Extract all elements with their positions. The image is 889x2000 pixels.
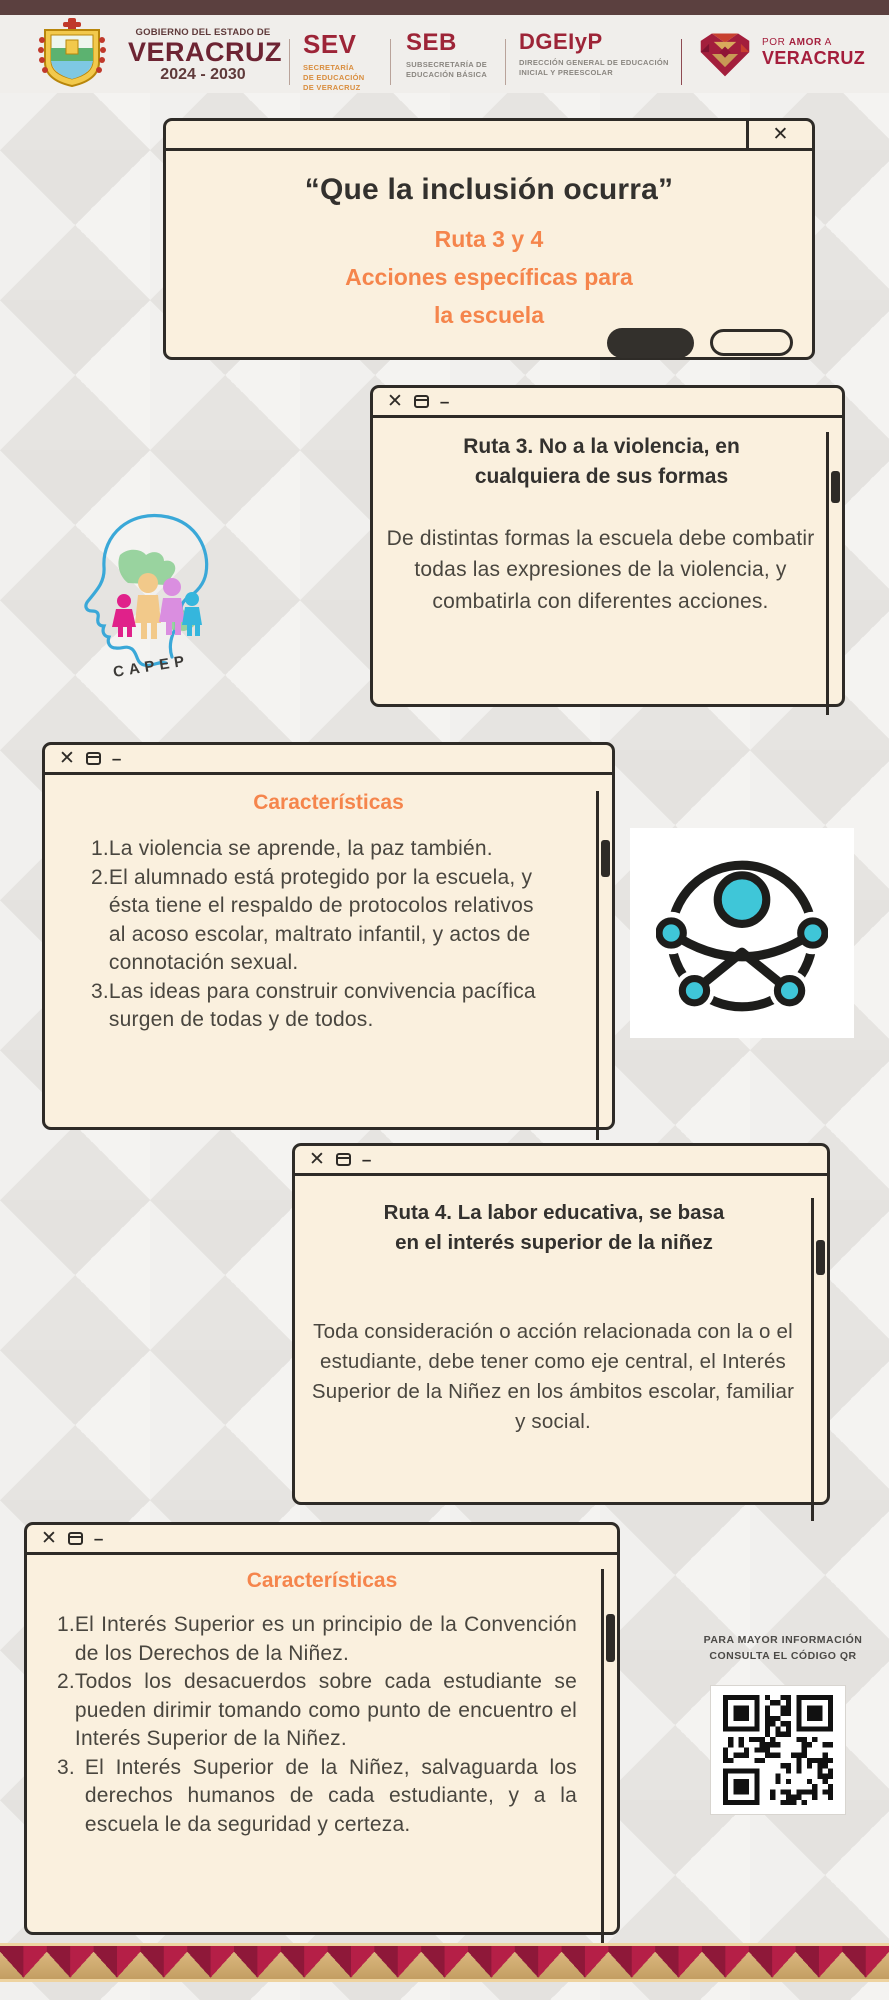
gobierno-line: GOBIERNO DEL ESTADO DE bbox=[135, 27, 271, 38]
dgeiyp-name-line1: DIRECCIÓN GENERAL DE EDUCACIÓN bbox=[519, 58, 669, 67]
accessibility-tile bbox=[630, 828, 854, 1038]
close-button[interactable] bbox=[746, 121, 812, 148]
caracteristicas1-window-body bbox=[45, 791, 612, 1140]
slogan-a: A bbox=[821, 37, 832, 48]
ruta4-window bbox=[292, 1143, 830, 1505]
window-restore-icon[interactable] bbox=[68, 1532, 83, 1545]
ruta3-window-titlebar bbox=[373, 388, 842, 418]
sev-name-line3: DE VERACRUZ bbox=[303, 83, 361, 93]
item-number: 1. bbox=[91, 837, 109, 860]
ruta4-window-body bbox=[295, 1198, 827, 1521]
ruta4-heading-line1: Ruta 4. La labor educativa, se basa bbox=[383, 1201, 725, 1224]
item-text: El Interés Superior de la Niñez, salvaguarda los derechos humanos de cada estudiante, y a la escuela le da seguridad y certeza. bbox=[84, 1755, 577, 1836]
window-restore-icon[interactable] bbox=[414, 395, 429, 408]
gobierno-title-block bbox=[128, 27, 283, 84]
seb-acronym: SEB bbox=[406, 29, 457, 56]
minimize-icon[interactable]: – bbox=[361, 1150, 371, 1169]
slogan-por: POR bbox=[762, 37, 789, 48]
qr-code bbox=[710, 1685, 846, 1815]
page-title: “Que la inclusión ocurra” bbox=[304, 173, 674, 206]
seb-name-line1: SUBSECRETARÍA DE bbox=[406, 60, 488, 69]
dgeiyp-acronym: DGEIyP bbox=[519, 29, 603, 54]
item-text: El Interés Superior es un principio de la Convención de los Derechos de la Niñez. bbox=[74, 1613, 577, 1665]
item-number: 3. bbox=[91, 979, 109, 1003]
list-item bbox=[91, 978, 536, 1035]
item-text: El alumnado está protegido por la escuela, y ésta tiene el respaldo de protocolos relativos al acoso escolar, maltrato infantil, y actos de connotación sexual. bbox=[108, 865, 534, 975]
scrollbar-thumb[interactable] bbox=[816, 1240, 825, 1275]
caracteristicas2-list bbox=[57, 1611, 577, 1839]
por-amor-a-veracruz-heart-icon bbox=[697, 29, 753, 79]
slogan-veracruz: VERACRUZ bbox=[762, 48, 866, 68]
caracteristicas1-window bbox=[42, 742, 615, 1130]
scrollbar-track[interactable] bbox=[811, 1198, 814, 1521]
scrollbar-thumb[interactable] bbox=[831, 471, 840, 503]
ruta3-heading-line2: cualquiera de sus formas bbox=[474, 465, 729, 489]
item-text: Las ideas para construir convivencia pacífica surgen de todas y de todos. bbox=[108, 979, 536, 1032]
main-title-window bbox=[163, 118, 815, 360]
universal-accessibility-icon bbox=[656, 847, 828, 1019]
close-icon: ✕ bbox=[772, 124, 789, 145]
caracteristicas2-heading: Características bbox=[246, 1569, 398, 1592]
ruta4-heading-line2: en el interés superior de la niñez bbox=[395, 1230, 713, 1254]
seb-name-line2: EDUCACIÓN BÁSICA bbox=[406, 70, 488, 80]
header-divider bbox=[681, 39, 682, 85]
qr-label-line2: CONSULTA EL CÓDIGO QR bbox=[709, 1650, 857, 1663]
list-item bbox=[57, 1754, 577, 1840]
dgeiyp-name-line2: INICIAL Y PREESCOLAR bbox=[519, 68, 613, 78]
item-text: La violencia se aprende, la paz también. bbox=[108, 837, 493, 860]
scrollbar-thumb[interactable] bbox=[601, 840, 610, 877]
subtitle-ruta: Ruta 3 y 4 bbox=[434, 226, 544, 252]
minimize-icon[interactable]: – bbox=[111, 749, 121, 768]
header-divider bbox=[289, 39, 290, 85]
list-item bbox=[91, 835, 536, 864]
item-number: 2. bbox=[91, 865, 109, 889]
subtitle-escuela: la escuela bbox=[434, 301, 544, 328]
ruta4-window-titlebar bbox=[295, 1146, 827, 1176]
header-divider bbox=[505, 39, 506, 85]
sev-name-line2: DE EDUCACIÓN bbox=[303, 73, 365, 83]
header-divider bbox=[390, 39, 391, 85]
close-icon[interactable]: ✕ bbox=[309, 1149, 325, 1170]
caracteristicas2-window-titlebar bbox=[27, 1525, 617, 1555]
capep-label: CAPEP bbox=[111, 652, 191, 681]
item-number: 3. bbox=[57, 1755, 75, 1779]
institutional-header bbox=[0, 15, 889, 93]
capep-logo bbox=[68, 505, 246, 700]
ruta3-window bbox=[370, 385, 845, 707]
dgeiyp-block bbox=[519, 29, 669, 78]
close-icon[interactable]: ✕ bbox=[41, 1528, 57, 1549]
capep-family-figures bbox=[112, 573, 202, 639]
minimize-icon[interactable]: – bbox=[93, 1529, 103, 1548]
caracteristicas1-list bbox=[91, 835, 536, 1035]
list-item bbox=[91, 864, 536, 978]
outline-pill-button[interactable] bbox=[710, 329, 793, 356]
scrollbar-track[interactable] bbox=[596, 791, 599, 1140]
item-number: 1. bbox=[57, 1613, 75, 1636]
sev-name-line1: SECRETARÍA bbox=[303, 63, 355, 72]
scrollbar-thumb[interactable] bbox=[606, 1614, 615, 1662]
main-title-window-titlebar bbox=[166, 121, 812, 151]
dark-pill-button[interactable] bbox=[607, 328, 694, 358]
ruta4-paragraph: Toda consideración o acción relacionada con la o el estudiante, debe tener como eje central, el Interés Superior de la Niñez en los ámbitos escolar, familiar y social. bbox=[311, 1320, 795, 1433]
caracteristicas1-heading: Características bbox=[253, 791, 404, 814]
slogan-block bbox=[762, 37, 882, 69]
window-restore-icon[interactable] bbox=[86, 752, 101, 765]
qr-code-image bbox=[723, 1695, 833, 1805]
sev-acronym: SEV bbox=[303, 29, 357, 59]
caracteristicas1-window-titlebar bbox=[45, 745, 612, 775]
qr-instruction-label bbox=[693, 1632, 873, 1665]
sev-block bbox=[303, 29, 365, 93]
caracteristicas2-window-body bbox=[27, 1569, 617, 1943]
ruta3-window-body bbox=[373, 432, 842, 715]
close-icon[interactable]: ✕ bbox=[59, 748, 75, 769]
caracteristicas2-window bbox=[24, 1522, 620, 1935]
item-text: Todos los desacuerdos sobre cada estudiante se pueden dirimir tomando como punto de encuentro el Interés Superior de la Niñez. bbox=[74, 1670, 577, 1751]
qr-label-line1: PARA MAYOR INFORMACIÓN bbox=[703, 1634, 863, 1646]
list-item bbox=[57, 1668, 577, 1754]
top-accent-strip bbox=[0, 0, 889, 15]
close-icon[interactable]: ✕ bbox=[387, 391, 403, 412]
subtitle-acciones: Acciones específicas para bbox=[345, 263, 633, 290]
slogan-amor: AMOR bbox=[788, 37, 822, 48]
gobierno-period: 2024 - 2030 bbox=[160, 66, 246, 84]
minimize-icon[interactable]: – bbox=[439, 392, 449, 411]
list-item bbox=[57, 1611, 577, 1668]
estado-name: VERACRUZ bbox=[128, 37, 283, 67]
item-number: 2. bbox=[57, 1670, 75, 1694]
scrollbar-track[interactable] bbox=[601, 1569, 604, 1943]
seb-block bbox=[406, 29, 487, 80]
ruta3-paragraph: De distintas formas la escuela debe combatir todas las expresiones de la violencia, y combatirla con diferentes acciones. bbox=[386, 526, 815, 613]
scrollbar-track[interactable] bbox=[826, 432, 829, 715]
ruta3-heading-line1: Ruta 3. No a la violencia, en bbox=[463, 435, 740, 458]
footer-zigzag-border bbox=[0, 1943, 889, 1982]
veracruz-coat-of-arms-icon bbox=[33, 18, 111, 88]
main-title-window-body bbox=[166, 173, 812, 376]
window-restore-icon[interactable] bbox=[336, 1153, 351, 1166]
